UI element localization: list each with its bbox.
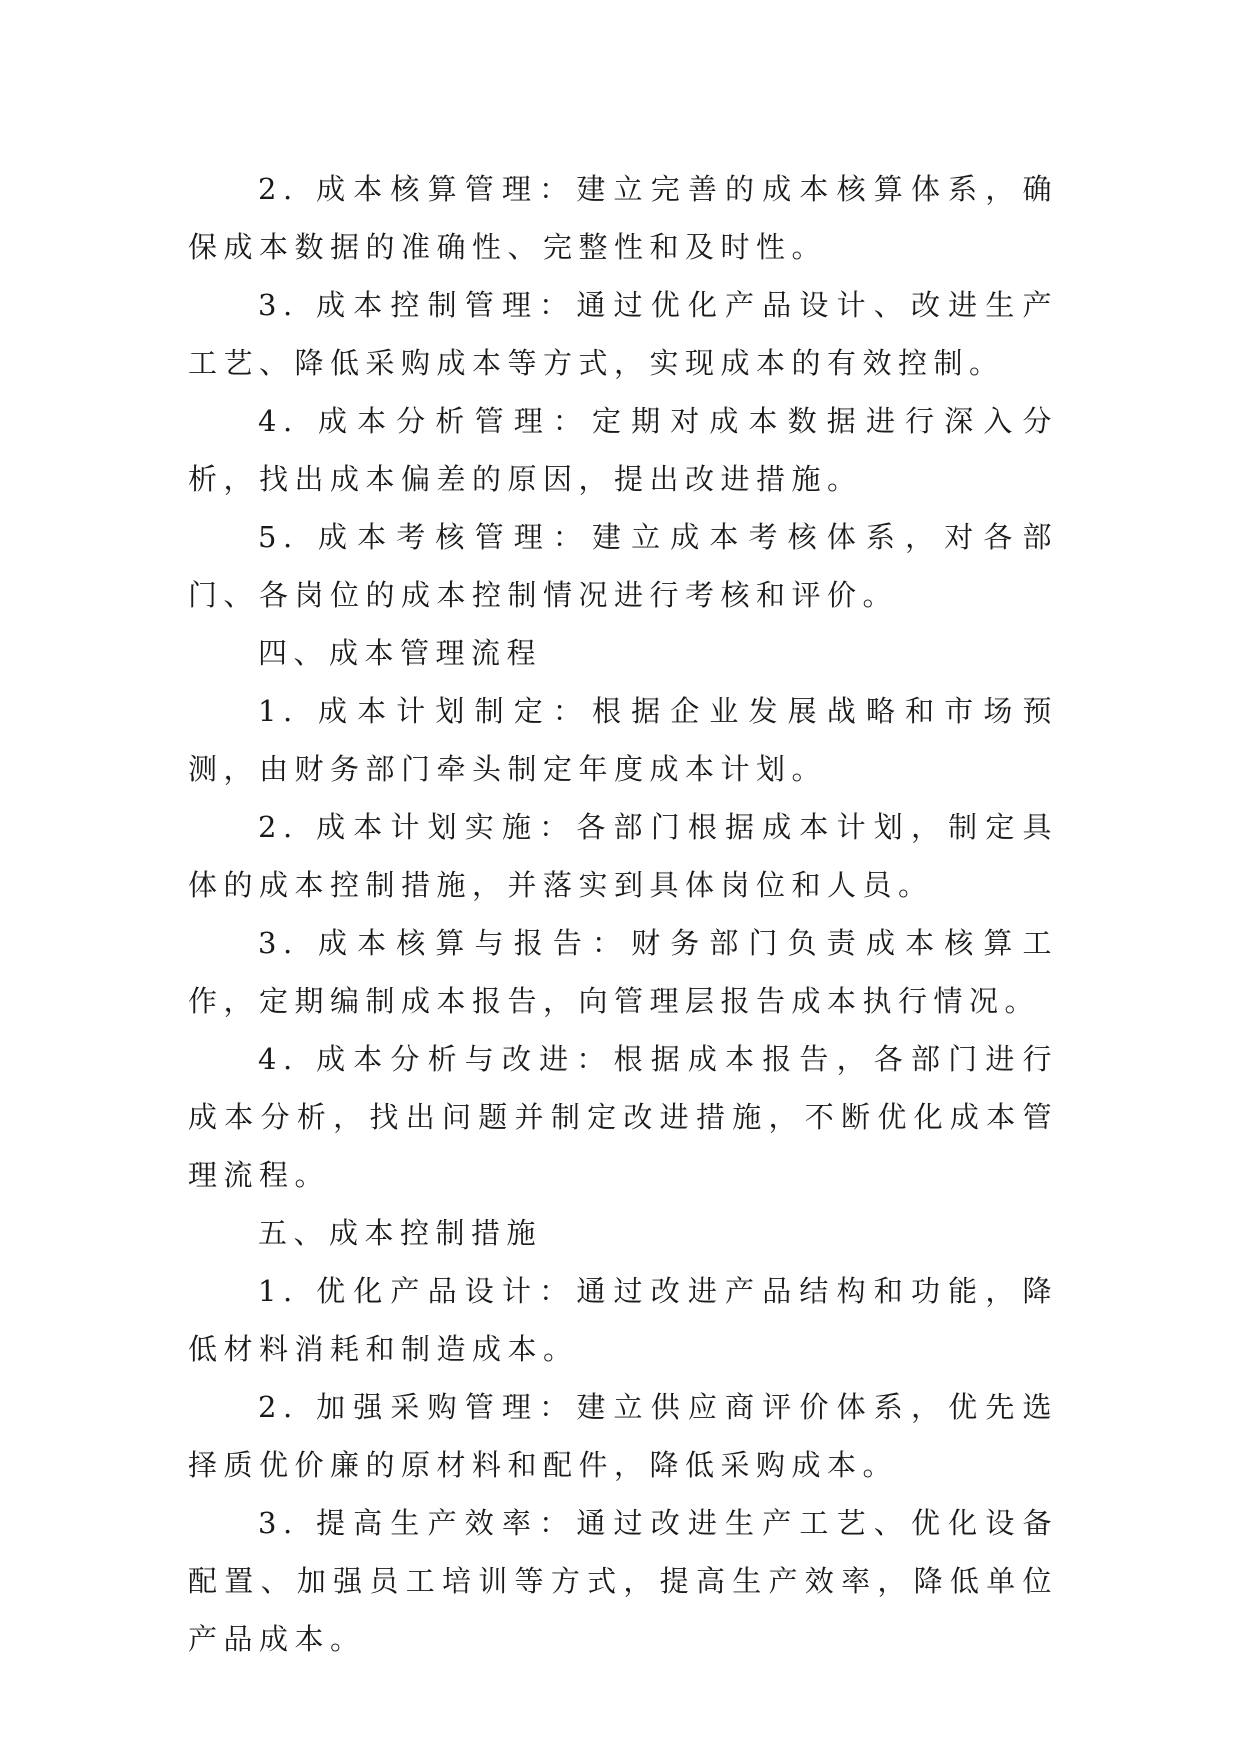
section-heading-control-measures: 五、成本控制措施 [258,1216,543,1250]
paragraph-cost-analysis: 4. 成本分析管理：定期对成本数据进行深入分析，找出成本偏差的原因，提出改进措施。 [188,404,1058,496]
paragraph-analysis-improvement: 4. 成本分析与改进：根据成本报告，各部门进行成本分析，找出问题并制定改进措施，不断优化成本管理流程。 [188,1042,1058,1192]
paragraph-plan-formulation: 1. 成本计划制定：根据企业发展战略和市场预测，由财务部门牵头制定年度成本计划。 [188,694,1058,786]
paragraph-accounting-reporting: 3. 成本核算与报告：财务部门负责成本核算工作，定期编制成本报告，向管理层报告成本执行情况。 [188,926,1058,1018]
document-body [188,160,1058,1668]
paragraph-production-efficiency: 3. 提高生产效率：通过改进生产工艺、优化设备配置、加强员工培训等方式，提高生产效率，降低单位产品成本。 [188,1506,1058,1656]
paragraph-cost-assessment: 5. 成本考核管理：建立成本考核体系，对各部门、各岗位的成本控制情况进行考核和评价。 [188,520,1058,612]
paragraph-procurement: 2. 加强采购管理：建立供应商评价体系，优先选择质优价廉的原材料和配件，降低采购成本。 [188,1390,1058,1482]
paragraph-optimize-design: 1. 优化产品设计：通过改进产品结构和功能，降低材料消耗和制造成本。 [188,1274,1058,1366]
paragraph-plan-implementation: 2. 成本计划实施：各部门根据成本计划，制定具体的成本控制措施，并落实到具体岗位和人员。 [188,810,1058,902]
section-heading-process: 四、成本管理流程 [258,636,543,670]
paragraph-cost-accounting: 2. 成本核算管理：建立完善的成本核算体系，确保成本数据的准确性、完整性和及时性。 [188,172,1058,264]
paragraph-cost-control: 3. 成本控制管理：通过优化产品设计、改进生产工艺、降低采购成本等方式，实现成本的有效控制。 [188,288,1058,380]
